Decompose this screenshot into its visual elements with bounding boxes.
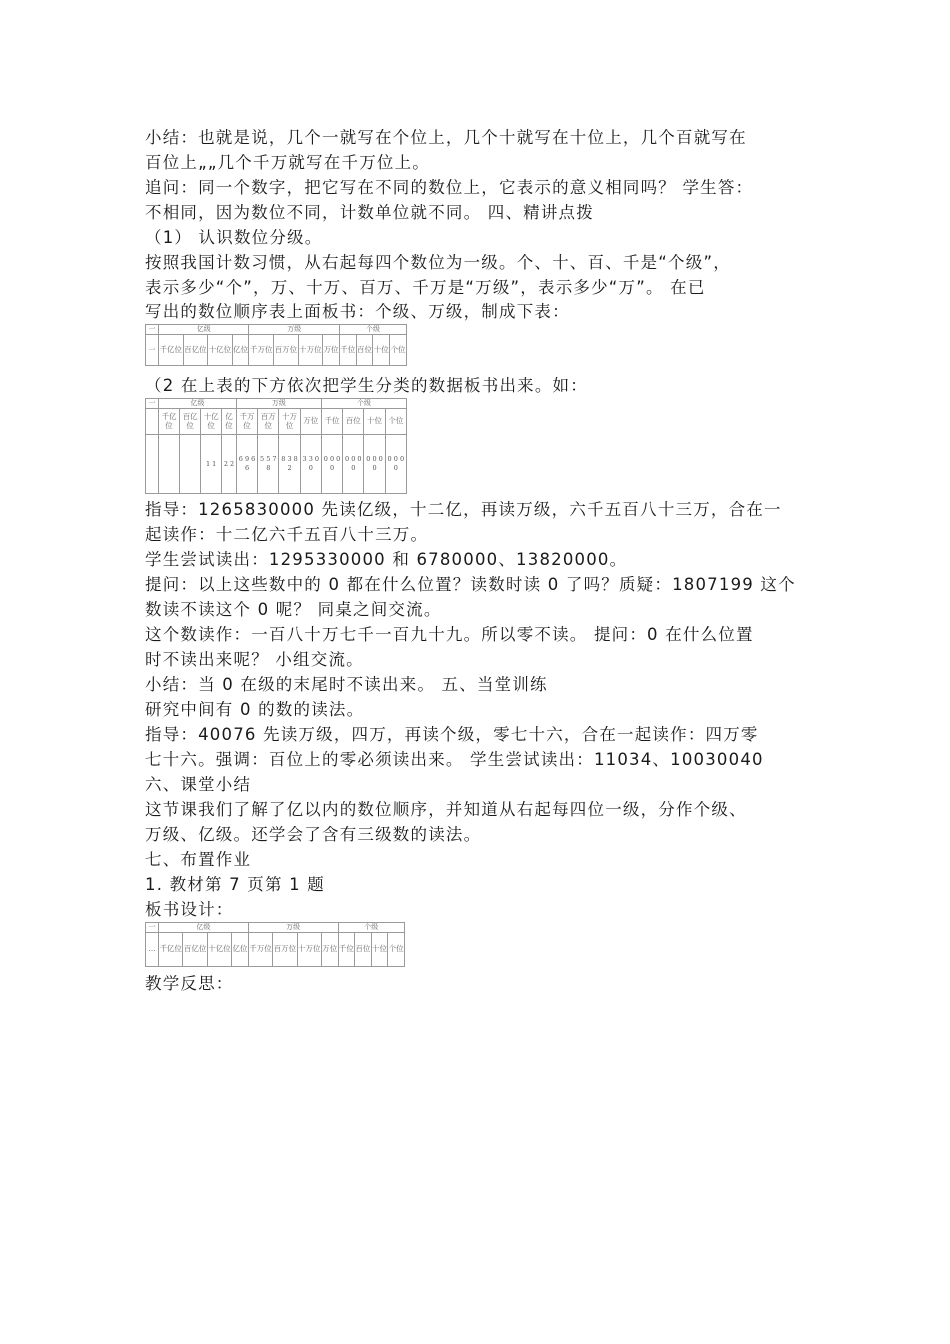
place-cell: 百位: [356, 335, 373, 366]
place-cell: 十亿位: [201, 409, 222, 435]
place-cell: 个位: [390, 335, 407, 366]
text-line: 写出的数位顺序表上面板书：个级、万级，制成下表：: [145, 302, 570, 321]
data-cell: 2 2: [222, 435, 237, 494]
place-cell: 百万位: [273, 933, 297, 967]
place-cell: 十亿位: [208, 335, 233, 366]
place-cell: 万位: [300, 409, 321, 435]
row-header: [146, 409, 159, 435]
text-line: 教学反思：: [145, 974, 234, 993]
text-line: 提问：以上这些数中的 0 都在什么位置？读数时读 0 了吗？质疑：1807199 这个: [145, 575, 796, 594]
place-cell: 百亿位: [183, 933, 207, 967]
board-design-table: [145, 922, 405, 967]
place-cell: 千亿位: [159, 933, 183, 967]
text-line: 时不读出来呢？ 小组交流。: [145, 650, 364, 669]
group-header-ge: 个级: [321, 399, 406, 409]
text-line: 不相同，因为数位不同，计数单位就不同。 四、精讲点拨: [145, 203, 594, 222]
row-header: …: [146, 933, 159, 967]
place-cell: 百亿位: [183, 335, 208, 366]
place-cell: 亿位: [232, 933, 249, 967]
text-line: （1） 认识数位分级。: [145, 228, 323, 247]
data-cell: 0 0 0 0: [385, 435, 406, 494]
place-cell: 千位: [321, 409, 342, 435]
place-cell: 十万位: [298, 335, 323, 366]
data-cell: 0 0 0 0: [364, 435, 385, 494]
row-header: 一: [146, 335, 159, 366]
text-line: 1. 教材第 7 页第 1 题: [145, 875, 325, 894]
place-cell: 千位: [339, 335, 356, 366]
place-cell: 千万位: [236, 409, 257, 435]
text-line: 表示多少“个”，万、十万、百万、千万是“万级”，表示多少“万”。 在已: [145, 278, 706, 297]
place-cell: 百亿位: [180, 409, 201, 435]
place-cell: 十位: [371, 933, 388, 967]
place-cell: 百万位: [274, 335, 299, 366]
place-cell: 百万位: [258, 409, 279, 435]
place-cell: 十位: [373, 335, 390, 366]
text-line: 小结：当 0 在级的末尾时不读出来。 五、当堂训练: [145, 675, 548, 694]
place-cell: 百位: [343, 409, 364, 435]
data-row-header: [146, 435, 159, 494]
text-line: 追问：同一个数字，把它写在不同的数位上，它表示的意义相同吗？ 学生答：: [145, 178, 754, 197]
group-header-wan: 万级: [248, 923, 338, 933]
group-header-ge: 个级: [339, 325, 406, 335]
text-line: 这个数读作：一百八十万七千一百九十九。所以零不读。 提问：0 在什么位置: [145, 625, 754, 644]
text-line: 研究中间有 0 的数的读法。: [145, 700, 365, 719]
text-line: 学生尝试读出：1295330000 和 6780000、13820000。: [145, 550, 628, 569]
group-header-wan: 万级: [249, 325, 339, 335]
text-line: 板书设计：: [145, 900, 234, 919]
text-line: 按照我国计数习惯，从右起每四个数位为一级。个、十、百、千是“个级”，: [145, 253, 731, 272]
place-cell: 十万位: [297, 933, 321, 967]
place-cell: 百位: [355, 933, 372, 967]
group-header-wan: 万级: [236, 399, 321, 409]
text-line: 起读作：十二亿六千五百八十三万。: [145, 525, 429, 544]
place-cell: 千位: [338, 933, 355, 967]
text-line: 七、布置作业: [145, 850, 252, 869]
group-header-ge: 个级: [338, 923, 404, 933]
place-cell: 十位: [364, 409, 385, 435]
text-line: 数读不读这个 0 呢？ 同桌之间交流。: [145, 600, 442, 619]
group-header-yi: 亿级: [159, 325, 249, 335]
place-cell: 个位: [388, 933, 405, 967]
text-line: 百位上„„几个千万就写在千万位上。: [145, 153, 430, 172]
text-line: 指导：1265830000 先读亿级，十二亿，再读万级，六千五百八十三万，合在一: [145, 500, 782, 519]
data-cell: 6 9 6 6: [236, 435, 257, 494]
text-line: 这节课我们了解了亿以内的数位顺序，并知道从右起每四位一级，分作个级、: [145, 800, 747, 819]
place-cell: 亿位: [222, 409, 237, 435]
place-value-table: [145, 324, 407, 366]
table-corner: 一: [146, 399, 159, 409]
text-line: 万级、亿级。还学会了含有三级数的读法。: [145, 825, 482, 844]
place-cell: 十亿位: [207, 933, 231, 967]
data-cell: 0 0 0 0: [321, 435, 342, 494]
data-cell: [159, 435, 180, 494]
place-cell: 千亿位: [159, 335, 184, 366]
group-header-yi: 亿级: [159, 923, 249, 933]
text-line: 小结：也就是说，几个一就写在个位上，几个十就写在十位上，几个百就写在: [145, 128, 747, 147]
data-cell: [180, 435, 201, 494]
place-value-data-table: [145, 398, 407, 494]
table-corner: 一: [146, 325, 159, 335]
place-cell: 千万位: [249, 335, 274, 366]
data-cell: 1 1: [201, 435, 222, 494]
text-line: 指导：40076 先读万级，四万，再读个级，零七十六，合在一起读作：四万零: [145, 725, 759, 744]
group-header-yi: 亿级: [159, 399, 237, 409]
place-cell: 万位: [321, 933, 338, 967]
data-cell: 0 0 0 0: [343, 435, 364, 494]
text-line: 七十六。强调：百位上的零必须读出来。 学生尝试读出：11034、10030040: [145, 750, 764, 769]
table-corner: 一: [146, 923, 159, 933]
place-cell: 个位: [385, 409, 406, 435]
data-cell: 3 3 0 0: [300, 435, 321, 494]
place-cell: 万位: [323, 335, 340, 366]
data-cell: 5 5 7 8: [258, 435, 279, 494]
text-line: （2 在上表的下方依次把学生分类的数据板书出来。如：: [145, 376, 588, 395]
place-cell: 千万位: [248, 933, 272, 967]
place-cell: 千亿位: [159, 409, 180, 435]
place-cell: 亿位: [232, 335, 249, 366]
data-cell: 8 3 8 2: [279, 435, 300, 494]
text-line: 六、课堂小结: [145, 775, 252, 794]
place-cell: 十万位: [279, 409, 300, 435]
